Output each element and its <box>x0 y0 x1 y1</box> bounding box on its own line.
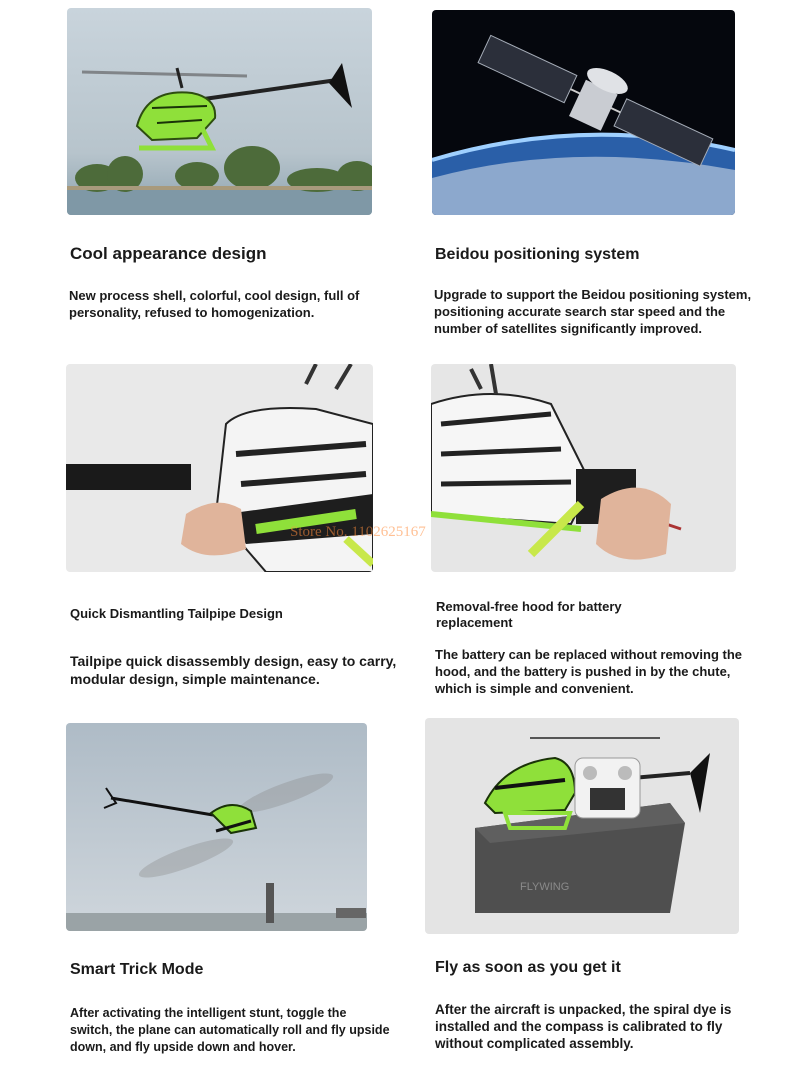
feature-desc-battery: The battery can be replaced without removing the hood, and the battery is pushed in by the chute, which is simple and convenient. <box>435 647 743 696</box>
helicopter-hover-image <box>67 8 372 215</box>
trick-flight-image <box>66 723 367 931</box>
feature-title-cool-appearance: Cool appearance design <box>70 244 267 263</box>
feature-desc-fly-ready: After the aircraft is unpacked, the spiral dye is installed and the compass is calibrated to fly without complicated assembly. <box>435 1002 732 1051</box>
box-brand-label: FLYWING <box>520 881 570 893</box>
feature-title-trick-mode: Smart Trick Mode <box>70 961 204 978</box>
feature-desc-tailpipe: Tailpipe quick disassembly design, easy to carry, modular design, simple maintenance. <box>70 653 397 687</box>
store-watermark: Store No. 1102625167 <box>290 524 426 540</box>
feature-title-beidou: Beidou positioning system <box>435 246 640 263</box>
feature-desc-trick-mode: After activating the intelligent stunt, toggle the switch, the plane can automatically roll and fly upside down, and fly upside down and hover. <box>70 1006 390 1054</box>
battery-image <box>431 364 736 572</box>
feature-desc-beidou: Upgrade to support the Beidou positioning system, positioning accurate search star speed and the number of satellites significantly improved. <box>434 287 752 336</box>
feature-title-battery: Removal-free hood for battery replacement <box>436 599 622 630</box>
unboxing-image <box>425 718 739 934</box>
feature-title-fly-ready: Fly as soon as you get it <box>435 959 621 976</box>
satellite-image <box>432 10 735 215</box>
feature-title-tailpipe: Quick Dismantling Tailpipe Design <box>70 606 283 621</box>
feature-desc-cool-appearance: New process shell, colorful, cool design, full of personality, refused to homogenization. <box>69 288 360 320</box>
